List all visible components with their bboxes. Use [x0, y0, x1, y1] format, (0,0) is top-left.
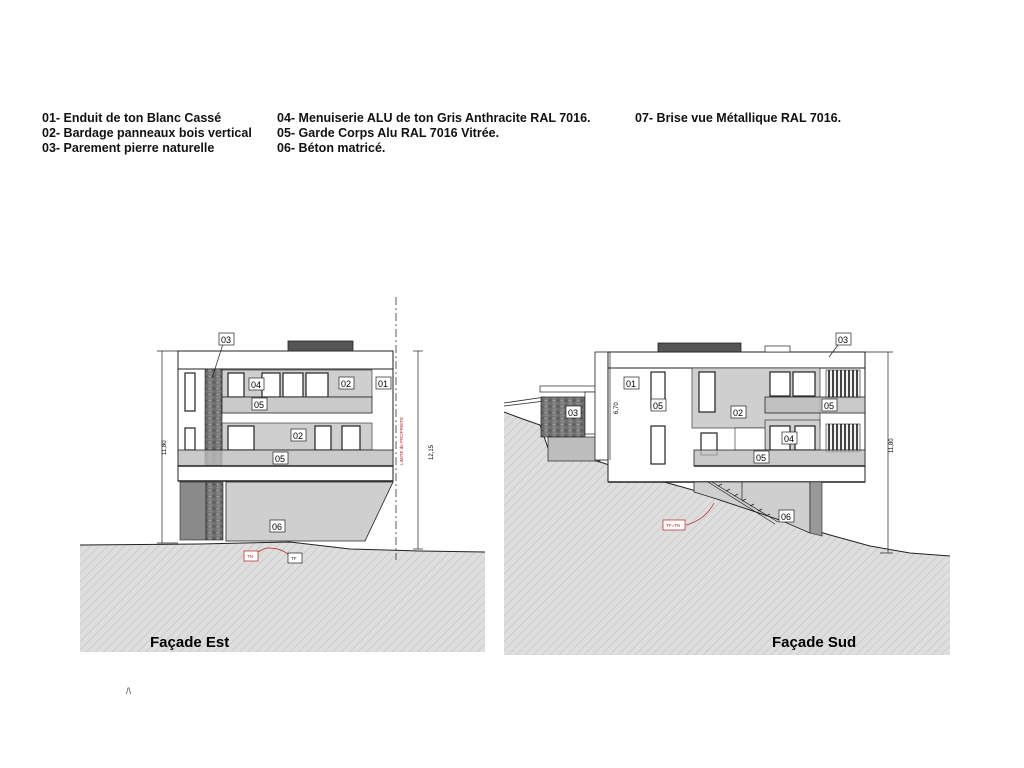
- annex-roof-sud: [540, 386, 600, 392]
- svg-text:02: 02: [293, 431, 304, 441]
- dim-height-est: 11,80: [162, 440, 168, 455]
- facade-sud: [504, 333, 950, 655]
- tf-label-est: [288, 553, 302, 563]
- tag-sud-04: [782, 432, 797, 444]
- stone-base-right-est: [206, 482, 223, 540]
- svg-text:TF=TN: TF=TN: [666, 523, 681, 528]
- legend-item-04: 04- Menuiserie ALU de ton Gris Anthracite RAL 7016.: [277, 111, 591, 125]
- facade-est: [80, 297, 485, 652]
- svg-text:05: 05: [275, 454, 286, 464]
- window-sud-3: [699, 372, 715, 412]
- roof-equipment-est: [288, 341, 353, 351]
- annex-lower-sud: [548, 437, 600, 461]
- tag-sud-05b: [822, 399, 837, 411]
- tf-tn-label-sud: [663, 520, 685, 530]
- svg-text:01: 01: [378, 379, 389, 389]
- legend-item-07: 07- Brise vue Métallique RAL 7016.: [635, 111, 842, 125]
- svg-text:04: 04: [251, 380, 262, 390]
- window-est-3: [283, 373, 303, 397]
- tag-est-02a: [339, 377, 354, 389]
- legend-item-02: 02- Bardage panneaux bois vertical: [42, 126, 252, 140]
- metal-screen-upper-sud: [826, 370, 860, 398]
- tag-est-03: [219, 333, 234, 345]
- svg-text:05: 05: [824, 401, 835, 411]
- window-est-7: [315, 426, 331, 450]
- metal-screen-lower-sud: [826, 424, 860, 452]
- dim-total-est: 12,15: [429, 444, 435, 460]
- page-mark: /\: [126, 686, 132, 696]
- roof-equipment-sud: [658, 343, 741, 352]
- legend-item-05: 05- Garde Corps Alu RAL 7016 Vitrée.: [277, 126, 500, 140]
- legend-item-06: 06- Béton matricé.: [277, 141, 386, 155]
- svg-text:TF: TF: [291, 556, 297, 561]
- basement-wall-sud: [810, 482, 822, 536]
- svg-text:03: 03: [838, 335, 849, 345]
- svg-text:04: 04: [784, 434, 795, 444]
- ground-hatch-est: [80, 542, 485, 652]
- tag-sud-05c: [754, 451, 769, 463]
- glass-railing-upper-est: [222, 397, 372, 413]
- window-sud-2: [651, 426, 665, 464]
- window-sud-8: [795, 426, 815, 450]
- legend-item-01: 01- Enduit de ton Blanc Cassé: [42, 111, 222, 125]
- tn-label-est: [244, 551, 258, 561]
- window-est-2: [262, 373, 280, 397]
- window-est-4: [306, 373, 328, 397]
- tag-sud-03a: [836, 333, 851, 345]
- svg-text:02: 02: [341, 379, 352, 389]
- svg-text:03: 03: [221, 335, 232, 345]
- svg-text:03: 03: [568, 408, 579, 418]
- tag-est-01: [376, 377, 391, 389]
- window-est-8: [342, 426, 360, 450]
- svg-text:06: 06: [781, 512, 792, 522]
- window-est-5: [185, 373, 195, 411]
- svg-text:TN: TN: [247, 554, 253, 559]
- glass-railing-upper-sud: [765, 397, 865, 413]
- window-sud-5: [793, 372, 815, 396]
- facade-sud-title: Façade Sud: [772, 634, 857, 651]
- tag-sud-03b: [566, 406, 581, 418]
- tag-sud-05a: [651, 399, 666, 411]
- stone-base-left-est: [180, 482, 206, 540]
- tag-est-06: [270, 520, 285, 532]
- window-est-6: [228, 426, 254, 450]
- tag-est-05a: [252, 398, 267, 410]
- roof-parapet-sud: [608, 352, 865, 368]
- dim-right-sud: 11,80: [889, 438, 895, 453]
- svg-text:05: 05: [254, 400, 265, 410]
- property-limit-label: LIMITE de PROPRIETE: [399, 416, 404, 465]
- roof-parapet-est: [178, 351, 393, 369]
- window-sud-4: [770, 372, 790, 396]
- window-est-1: [228, 373, 244, 397]
- glass-railing-lower-sud: [694, 450, 865, 466]
- tag-est-04: [249, 378, 264, 390]
- svg-text:01: 01: [626, 379, 637, 389]
- tag-sud-02: [731, 406, 746, 418]
- window-est-9: [185, 428, 195, 450]
- facade-est-title: Façade Est: [150, 634, 230, 651]
- tag-est-05b: [273, 452, 288, 464]
- svg-text:05: 05: [653, 401, 664, 411]
- textured-concrete-est: [226, 482, 393, 541]
- dim-left-sud: 6,70: [614, 402, 620, 414]
- svg-text:05: 05: [756, 453, 767, 463]
- legend-item-03: 03- Parement pierre naturelle: [42, 141, 215, 155]
- tag-sud-06: [779, 510, 794, 522]
- svg-text:02: 02: [733, 408, 744, 418]
- svg-text:06: 06: [272, 522, 283, 532]
- tag-est-02b: [291, 429, 306, 441]
- tag-sud-01: [624, 377, 639, 389]
